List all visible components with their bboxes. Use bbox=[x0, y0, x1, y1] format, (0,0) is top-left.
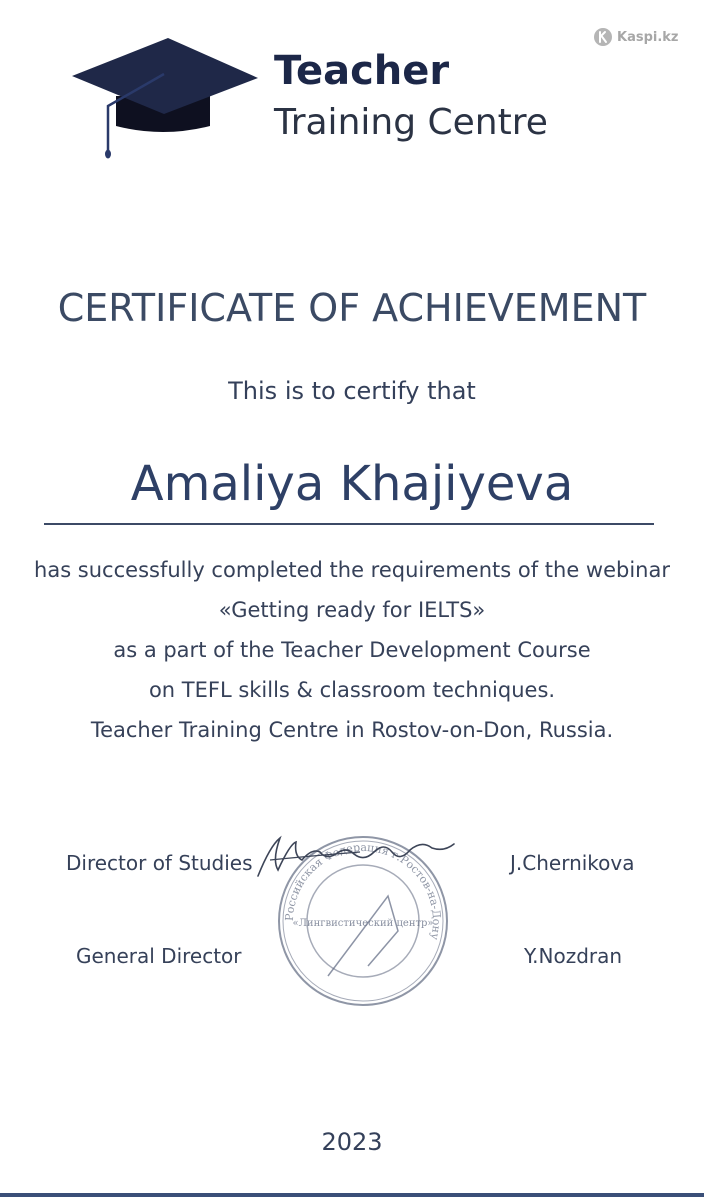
kaspi-logo-icon bbox=[594, 28, 612, 46]
recipient-name: Amaliya Khajiyeva bbox=[130, 456, 574, 512]
stamp-ring-text: Российская Федерация г.Ростов-на-Дону bbox=[282, 840, 444, 942]
watermark-text: Kaspi.kz bbox=[617, 29, 679, 45]
certificate-body bbox=[0, 550, 704, 750]
body-line: «Getting ready for IELTS» bbox=[218, 598, 486, 622]
certificate-title: CERTIFICATE OF ACHIEVEMENT bbox=[57, 286, 647, 330]
name-underline bbox=[44, 523, 654, 525]
certify-text: This is to certify that bbox=[228, 377, 476, 405]
director-of-studies-name: J.Chernikova bbox=[510, 851, 635, 875]
certificate-year: 2023 bbox=[321, 1128, 383, 1156]
kaspi-watermark bbox=[594, 26, 679, 48]
stamp-inner-text: «Лингвистический центр» bbox=[292, 918, 434, 929]
body-line: as a part of the Teacher Development Course bbox=[113, 638, 591, 662]
handwritten-signature bbox=[250, 826, 460, 886]
brand-name-line2: Training Centre bbox=[274, 102, 548, 143]
bottom-border bbox=[0, 1193, 704, 1197]
brand-name-line1: Teacher bbox=[274, 48, 450, 94]
general-director-name: Y.Nozdran bbox=[524, 944, 623, 968]
director-of-studies-label: Director of Studies bbox=[66, 851, 253, 875]
graduation-cap-icon bbox=[68, 34, 264, 164]
body-line: Teacher Training Centre in Rostov-on-Don, Russia. bbox=[90, 718, 614, 742]
general-director-label: General Director bbox=[76, 944, 242, 968]
body-line: has successfully completed the requirements of the webinar bbox=[34, 558, 670, 582]
body-line: on TEFL skills & classroom techniques. bbox=[148, 678, 556, 702]
